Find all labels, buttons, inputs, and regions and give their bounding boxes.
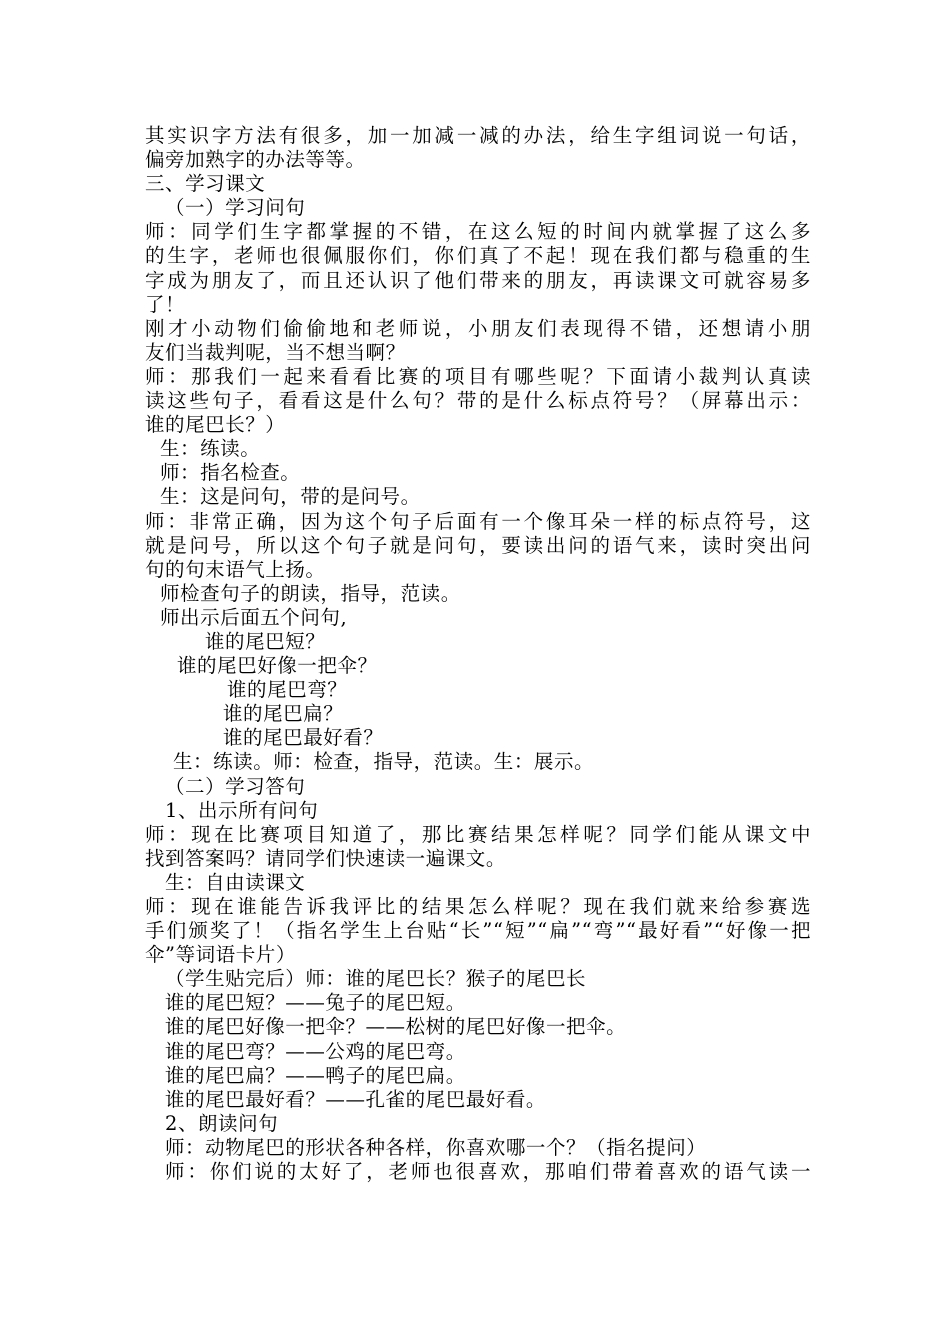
text-line: 刚才小动物们偷偷地和老师说，小朋友们表现得不错，还想请小朋 xyxy=(145,316,811,340)
text-line: 师：动物尾巴的形状各种各样，你喜欢哪一个？（指名提问） xyxy=(165,1135,707,1159)
text-line: 其实识字方法有很多，加一加减一减的办法，给生字组词说一句话， xyxy=(145,124,811,147)
text-line: 找到答案吗？请同学们快速读一遍课文。 xyxy=(145,846,506,870)
text-line: 生：练读。 xyxy=(160,437,261,461)
text-line: 字成为朋友了，而且还认识了他们带来的朋友，再读课文可就容易多 xyxy=(145,268,811,292)
text-line: 的生字，老师也很佩服你们，你们真了不起！现在我们都与稳重的生 xyxy=(145,244,811,268)
text-line: 谁的尾巴最好看？——孔雀的尾巴最好看。 xyxy=(165,1087,546,1111)
text-line: 谁的尾巴扁？——鸭子的尾巴扁。 xyxy=(165,1063,466,1087)
text-line: （二）学习答句 xyxy=(165,774,306,798)
text-line: 生：练读。师：检查，指导，范读。生：展示。 xyxy=(173,750,595,774)
text-line: 谁的尾巴长？） xyxy=(145,413,286,437)
text-line: 句的句末语气上扬。 xyxy=(145,557,326,581)
text-line: 师：那我们一起来看看比赛的项目有哪些呢？下面请小裁判认真读 xyxy=(145,364,811,388)
text-line: 偏旁加熟字的办法等等。 xyxy=(145,148,366,172)
text-line: 生：这是问句，带的是问号。 xyxy=(160,485,421,509)
text-line: 师：同学们生字都掌握的不错，在这么短的时间内就掌握了这么多 xyxy=(145,220,811,244)
text-line: （学生贴完后）师：谁的尾巴长？猴子的尾巴长 xyxy=(165,967,587,991)
text-line: 谁的尾巴短？——兔子的尾巴短。 xyxy=(165,991,466,1015)
text-line: 谁的尾巴扁？ xyxy=(223,702,344,726)
text-line: 师：现在比赛项目知道了，那比赛结果怎样呢？同学们能从课文中 xyxy=(145,822,811,846)
text-line: 谁的尾巴好像一把伞？ xyxy=(177,654,378,678)
text-line: 师出示后面五个问句, xyxy=(160,605,348,629)
text-line: 读这些句子，看看这是什么句？带的是什么标点符号？（屏幕出示： xyxy=(145,389,811,413)
text-line: 谁的尾巴弯？——公鸡的尾巴弯。 xyxy=(165,1039,466,1063)
text-line: 师：非常正确，因为这个句子后面有一个像耳朵一样的标点符号，这 xyxy=(145,509,811,533)
text-line: 手们颁奖了！（指名学生上台贴“长”“短”“扁”“弯”“最好看”“好像一把 xyxy=(145,919,811,943)
text-line: 师：现在谁能告诉我评比的结果怎么样呢？现在我们就来给参赛选 xyxy=(145,895,811,918)
text-line: 谁的尾巴好像一把伞？——松树的尾巴好像一把伞。 xyxy=(165,1015,627,1039)
text-line: 师：指名检查。 xyxy=(160,461,301,485)
text-line: 谁的尾巴短？ xyxy=(205,629,326,653)
text-line: 伞”等词语卡片） xyxy=(145,943,296,967)
text-line: 师检查句子的朗读，指导，范读。 xyxy=(160,581,461,605)
text-line: 谁的尾巴弯？ xyxy=(227,678,348,702)
text-line: 了！ xyxy=(145,292,186,316)
text-line: 谁的尾巴最好看？ xyxy=(223,726,384,750)
text-line: 1、出示所有问句 xyxy=(165,798,319,822)
text-line: 师：你们说的太好了，老师也很喜欢，那咱们带着喜欢的语气读一 xyxy=(165,1160,811,1184)
text-line: 三、学习课文 xyxy=(145,172,266,196)
text-line: （一）学习问句 xyxy=(165,196,306,220)
text-line: 就是问号，所以这个句子就是问句，要读出问的语气来，读时突出问 xyxy=(145,533,811,557)
text-line: 2、朗读问句 xyxy=(165,1111,279,1135)
document-body xyxy=(145,124,811,1184)
text-line: 友们当裁判呢，当不想当啊？ xyxy=(145,340,406,364)
text-line: 生：自由读课文 xyxy=(165,870,306,894)
